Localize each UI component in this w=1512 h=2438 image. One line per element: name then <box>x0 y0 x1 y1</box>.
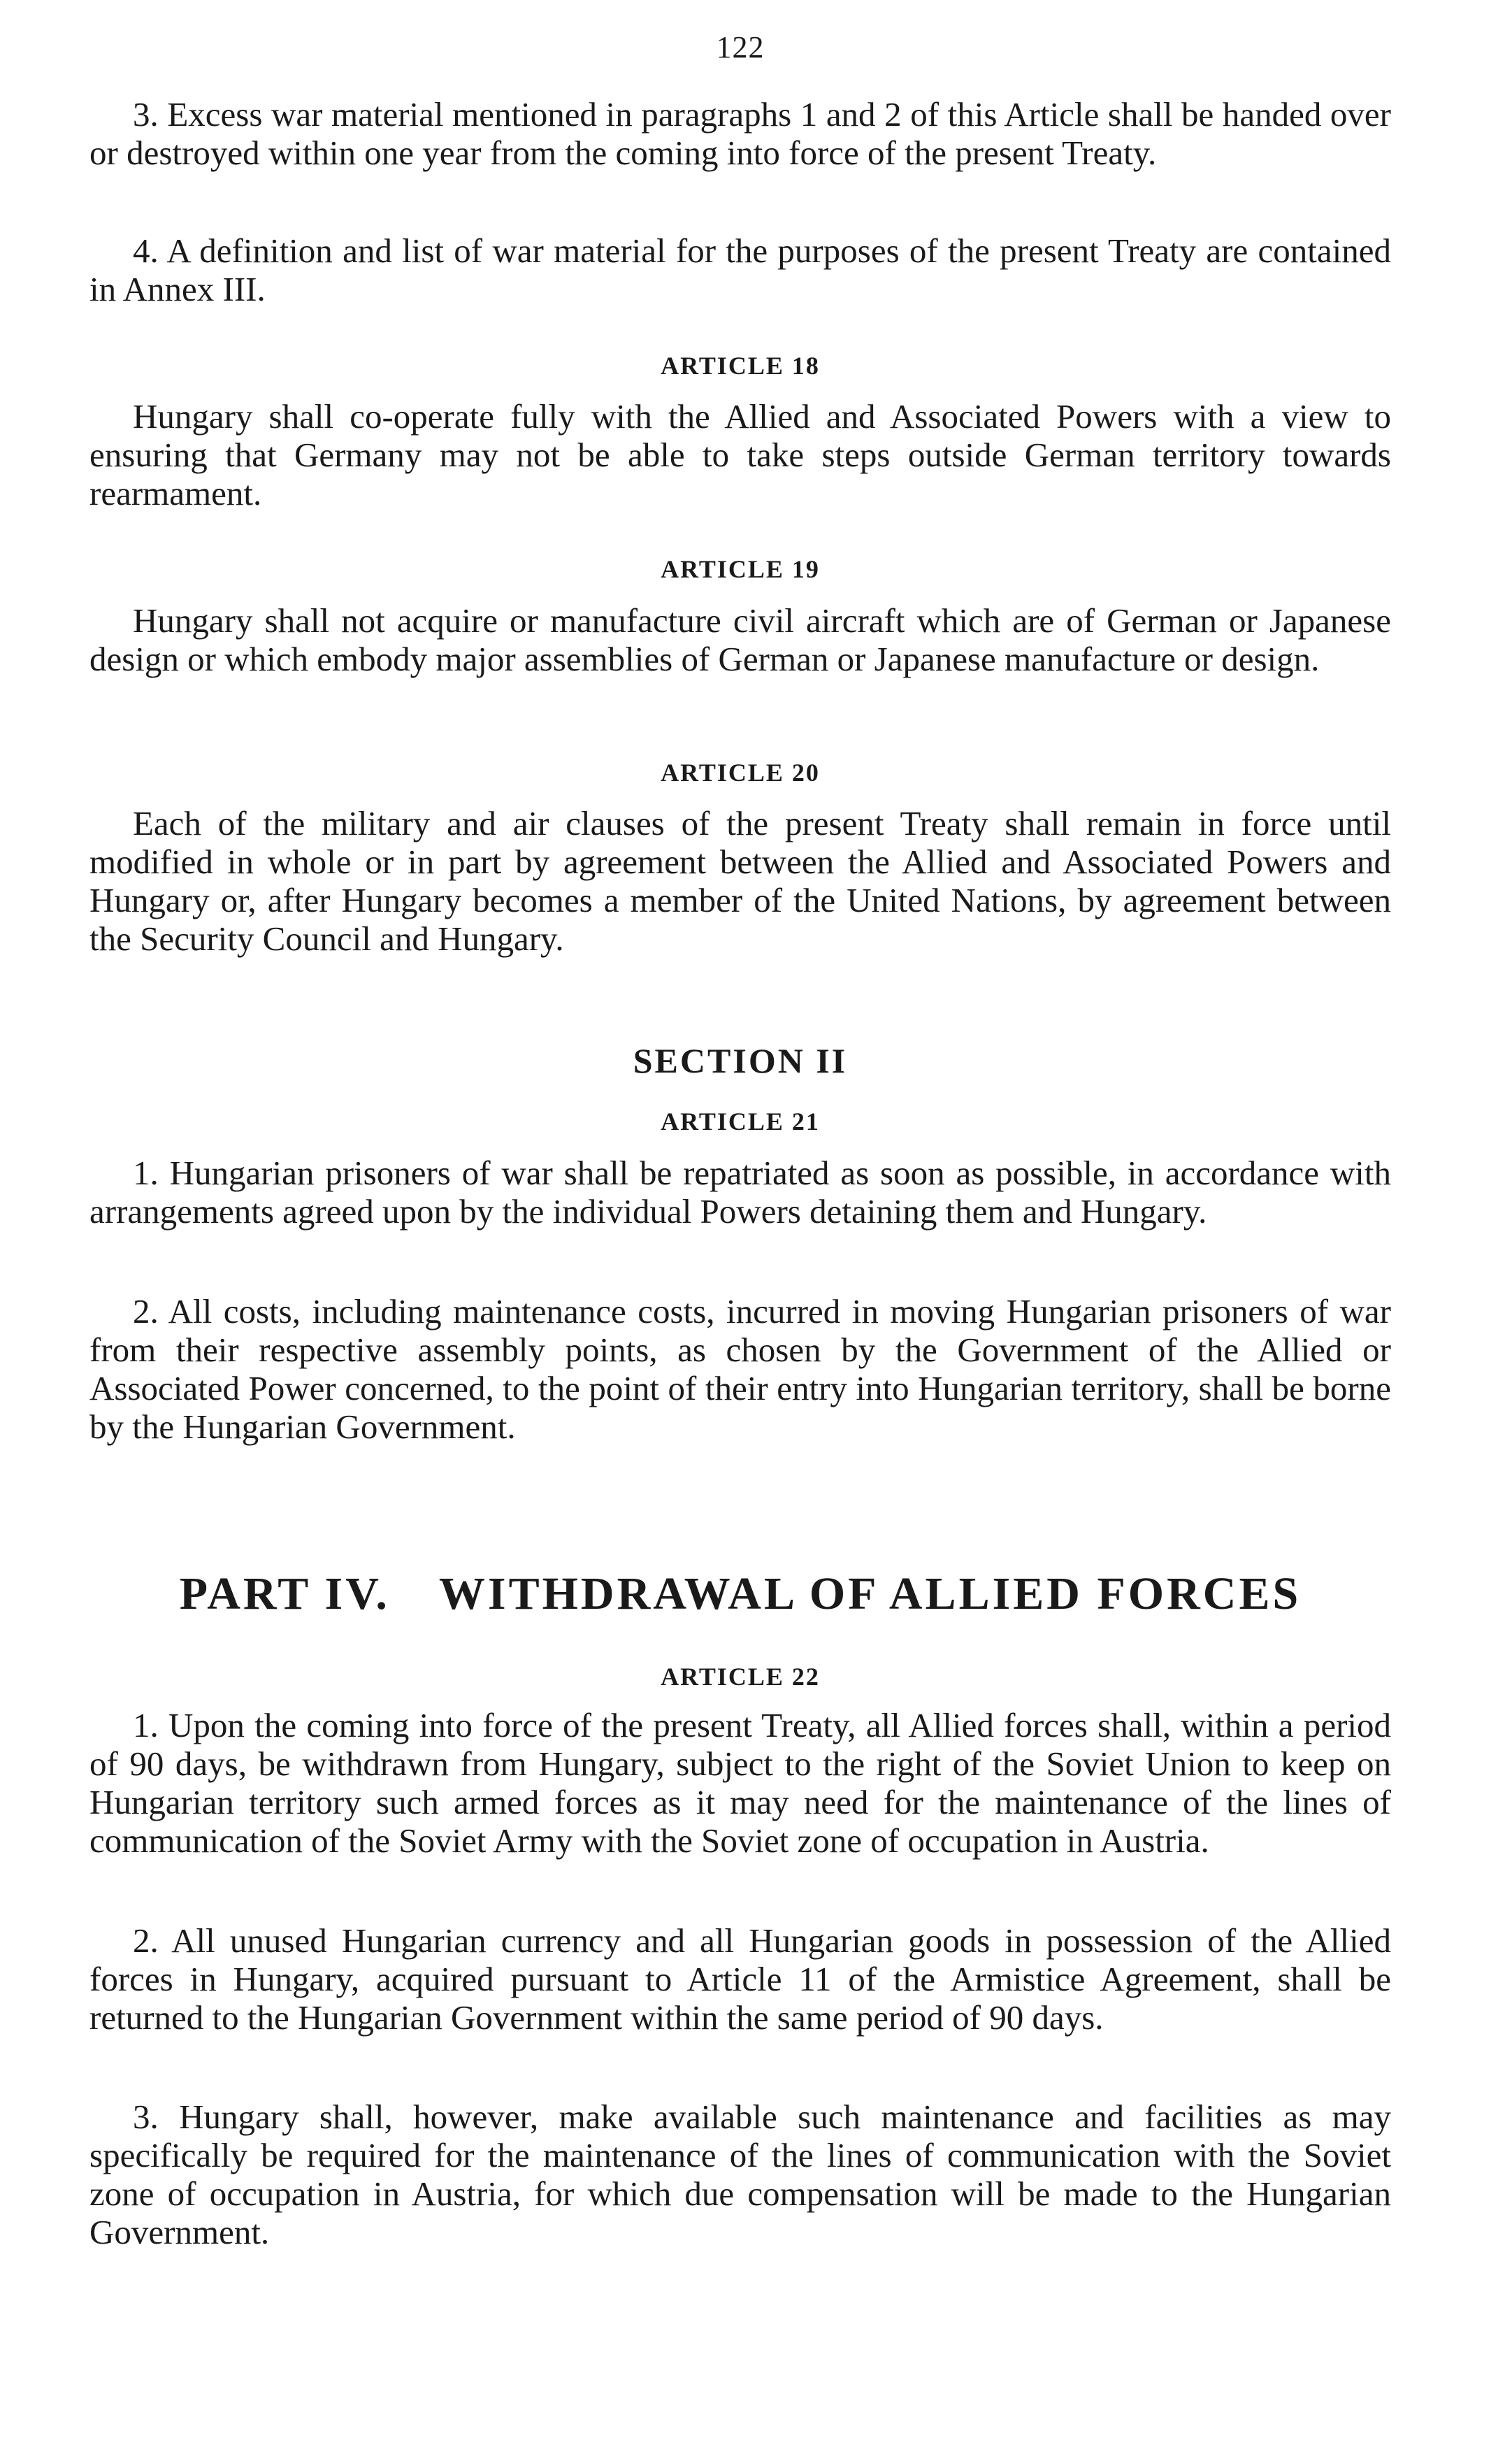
part-4-heading <box>89 1568 1391 1621</box>
article-18-text: Hungary shall co-operate fully with the Allied and Associated Powers with a view to ensuring that Germany may not be able to take steps outside German territory towards rearmament. <box>89 397 1391 512</box>
article-21-paragraph-2: 2. All costs, including maintenance costs, incurred in moving Hungarian prisoners of war from their respective assembly points, as chosen by the Government of the Allied or Associated Power concerned, to the point of their entry into Hungarian territory, shall be borne by the Hungarian Government. <box>89 1292 1391 1446</box>
section-2-heading: SECTION II <box>633 1041 848 1080</box>
article-22-paragraph-2: 2. All unused Hungarian currency and all Hungarian goods in possession of the Allied forces in Hungary, acquired pursuant to Article 11 of the Armistice Agreement, shall be returned to the Hungarian Government within the same period of 90 days. <box>89 1921 1391 2037</box>
article-17-paragraph-4: 4. A definition and list of war material for the purposes of the present Treaty are contained in Annex III. <box>89 231 1391 308</box>
article-22-paragraph-1: 1. Upon the coming into force of the present Treaty, all Allied forces shall, within a period of 90 days, be withdrawn from Hungary, subject to the right of the Soviet Union to keep on Hungarian territory such armed forces as it may need for the maintenance of the lines of communication of the Soviet Army with the Soviet zone of occupation in Austria. <box>89 1706 1391 1860</box>
part-4-title: WITHDRAWAL OF ALLIED FORCES <box>438 1568 1302 1619</box>
article-22-paragraph-3: 3. Hungary shall, however, make available such maintenance and facilities as may specifically be required for the maintenance of the lines of communication with the Soviet zone of occupation in Austria, for which due compensation will be made to the Hungarian Government. <box>89 2098 1391 2251</box>
article-21-heading: ARTICLE 21 <box>661 1107 820 1135</box>
article-19-heading: ARTICLE 19 <box>661 555 820 583</box>
article-20-text: Each of the military and air clauses of the present Treaty shall remain in force until modified in whole or in part by agreement between the Allied and Associated Powers and Hungary or, after Hungary becomes a member of the United Nations, by agreement between the Security Council and Hungary. <box>89 804 1391 958</box>
article-22-heading: ARTICLE 22 <box>661 1663 820 1691</box>
article-18-heading: ARTICLE 18 <box>661 352 820 380</box>
article-17-paragraph-3: 3. Excess war material mentioned in paragraphs 1 and 2 of this Article shall be handed over or destroyed within one year from the coming into force of the present Treaty. <box>89 95 1391 172</box>
part-4-label: PART IV. <box>179 1568 390 1619</box>
article-19-text: Hungary shall not acquire or manufacture civil aircraft which are of German or Japanese design or which embody major assemblies of German or Japanese manufacture or design. <box>89 601 1391 678</box>
article-20-heading: ARTICLE 20 <box>661 759 820 787</box>
article-21-paragraph-1: 1. Hungarian prisoners of war shall be repatriated as soon as possible, in accordance with arrangements agreed upon by the individual Powers detaining them and Hungary. <box>89 1154 1391 1231</box>
page-number: 122 <box>716 30 765 64</box>
